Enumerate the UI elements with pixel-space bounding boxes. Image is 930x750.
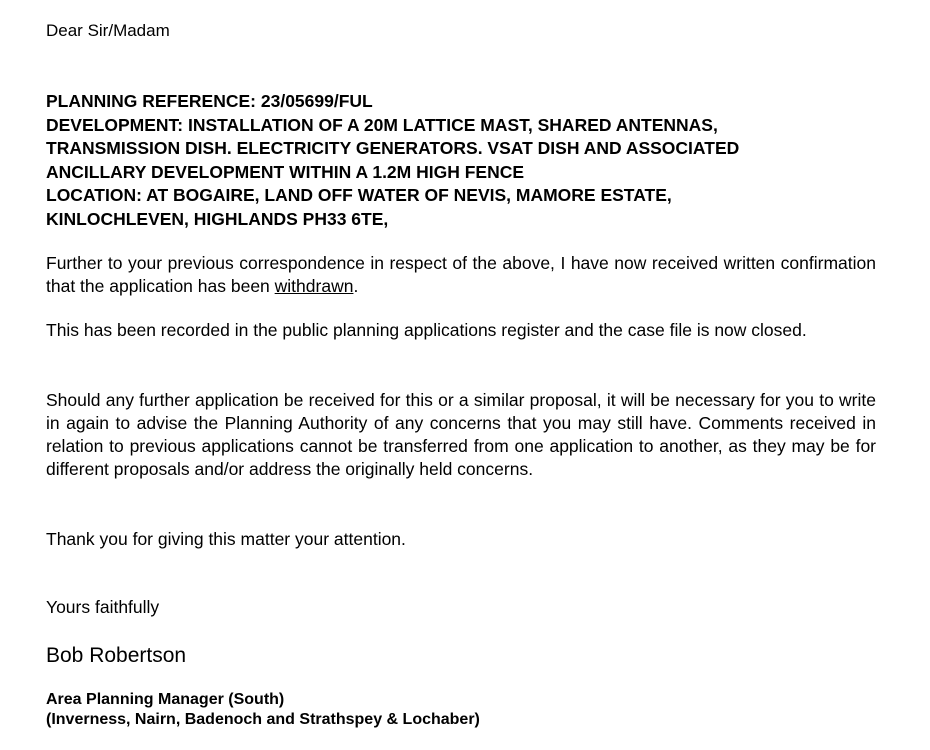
paragraph-withdrawal-end: .	[353, 276, 359, 296]
signatory-area: (Inverness, Nairn, Badenoch and Strathspey & Lochaber)	[46, 711, 480, 728]
planning-heading	[46, 90, 876, 231]
paragraph-further-application: Should any further application be received for this or a similar proposal, it will be necessary for you to write in again to advise the Planning Authority of any concerns that you may still have. Comments received in relation to previous applications cannot be transferred from one application to another, as they may be for different proposals and/or address the originally held concerns.	[46, 390, 876, 479]
location-line-1: LOCATION: AT BOGAIRE, LAND OFF WATER OF NEVIS, MAMORE ESTATE,	[46, 185, 672, 205]
greeting: Dear Sir/Madam	[46, 21, 170, 40]
development-line-3: ANCILLARY DEVELOPMENT WITHIN A 1.2M HIGH FENCE	[46, 161, 525, 182]
paragraph-withdrawal-text: Further to your previous correspondence in respect of the above, I have now received written confirmation that the application has been	[46, 253, 876, 296]
paragraph-withdrawal	[46, 252, 876, 298]
development-line-2: TRANSMISSION DISH. ELECTRICITY GENERATORS. VSAT DISH AND ASSOCIATED	[46, 138, 740, 158]
paragraph-register: This has been recorded in the public planning applications register and the case file is now closed.	[46, 320, 807, 340]
planning-reference: PLANNING REFERENCE: 23/05699/FUL	[46, 91, 373, 111]
signatory-title: Area Planning Manager (South)	[46, 691, 285, 708]
signature-name: Bob Robertson	[46, 644, 187, 667]
withdrawn-emphasis: withdrawn	[274, 276, 354, 296]
signatory-block	[46, 690, 480, 730]
paragraph-thanks: Thank you for giving this matter your attention.	[46, 529, 406, 549]
location-line-2: KINLOCHLEVEN, HIGHLANDS PH33 6TE,	[46, 208, 389, 229]
development-line-1: DEVELOPMENT: INSTALLATION OF A 20M LATTICE MAST, SHARED ANTENNAS,	[46, 114, 718, 135]
closing-salutation: Yours faithfully	[46, 597, 160, 617]
